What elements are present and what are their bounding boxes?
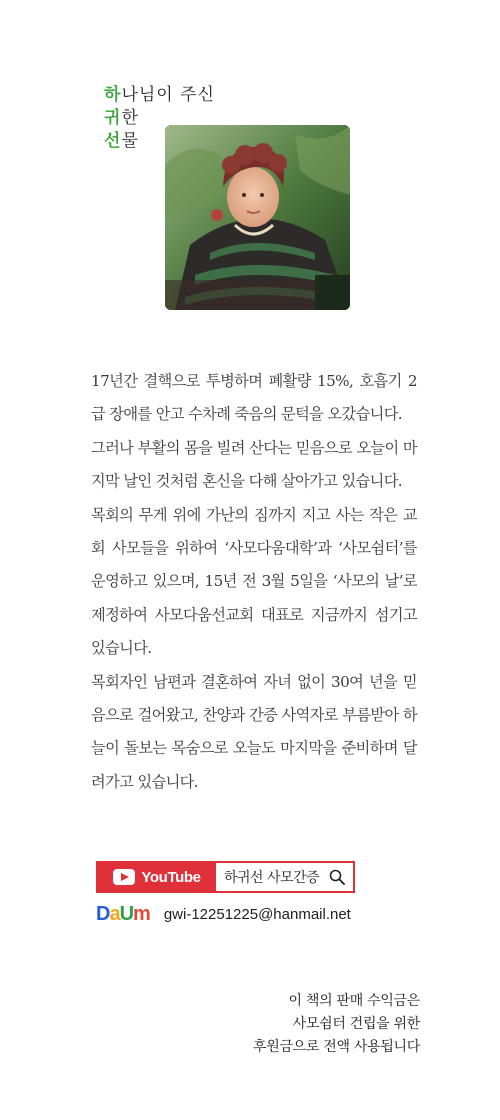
youtube-play-icon: [113, 869, 135, 885]
youtube-search-banner[interactable]: [96, 861, 355, 893]
daum-contact: [96, 903, 351, 926]
biography-paragraph: 17년간 결핵으로 투병하며 폐활량 15%, 호흡기 2급 장애를 안고 수차례 죽음의 문턱을 오갔습니다.: [91, 372, 417, 424]
author-biography: [91, 365, 417, 799]
notice-line: 후원금으로 전액 사용됩니다: [253, 1039, 420, 1055]
proceeds-notice: [253, 990, 420, 1059]
biography-paragraph: 목회의 무게 위에 가난의 짐까지 지고 사는 작은 교회 사모들을 위하여 ‘사모다움대학’과 ‘사모쉼터’를 운영하고 있으며, 15년 전 3월 5일을 ‘사모의 날’로 제정하여 사모다움선교회 대표로 지금까지 섬기고 있습니다.: [91, 505, 417, 658]
notice-line: 사모쉼터 건립을 위한: [292, 1016, 420, 1032]
youtube-logo-text: YouTube: [141, 868, 201, 886]
youtube-logo: [98, 863, 216, 891]
acrostic-initial: 하: [104, 85, 122, 105]
acrostic-rest: 한: [121, 108, 139, 128]
acrostic-rest: 물: [121, 131, 139, 151]
email-address[interactable]: gwi-12251225@hanmail.net: [163, 906, 351, 923]
biography-paragraph: 그러나 부활의 몸을 빌려 산다는 믿음으로 오늘이 마지막 날인 것처럼 혼신을 다해 살아가고 있습니다.: [91, 438, 417, 491]
acrostic-rest: 나님이 주신: [121, 85, 215, 105]
biography-paragraph: 목회자인 남편과 결혼하여 자녀 없이 30여 년을 믿음으로 걸어왔고, 찬양과 간증 사역자로 부름받아 하늘이 돌보는 목숨으로 오늘도 마지막을 준비하며 달려가고 있습니다.: [91, 672, 417, 791]
author-photo: [165, 125, 350, 310]
author-portrait-image: [165, 125, 350, 310]
notice-line: 이 책의 판매 수익금은: [288, 993, 420, 1009]
acrostic-initial: 선: [104, 131, 122, 151]
acrostic-initial: 귀: [104, 108, 122, 128]
youtube-search-query: 하귀선 사모간증: [224, 870, 320, 886]
acrostic-line-1: [104, 84, 215, 107]
search-icon[interactable]: [329, 869, 345, 885]
youtube-search-box[interactable]: [216, 863, 353, 891]
daum-logo: DaUm: [96, 903, 150, 925]
